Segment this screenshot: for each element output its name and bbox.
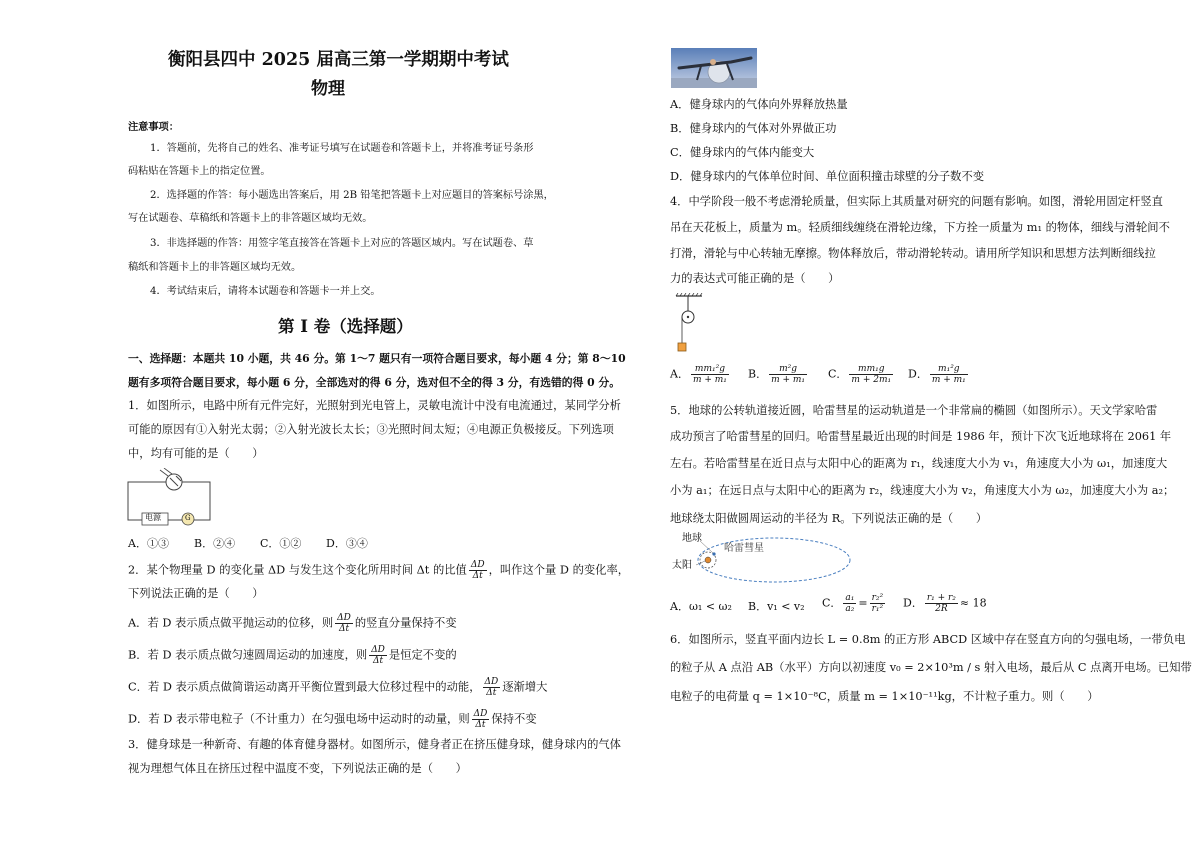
q2-option-a [128, 613, 457, 634]
q4-option-c [828, 364, 895, 385]
q3-fitness-ball-photo [671, 48, 757, 88]
q2-stem: 下列说法正确的是（ ） [128, 587, 264, 600]
q4-option-label: A． [670, 367, 689, 381]
q2-option-d-tail: 保持不变 [491, 712, 537, 726]
q2-stem-b: ，叫作这个量 D 的变化率， [488, 563, 630, 577]
section-title: 第 I 卷（选择题） [278, 317, 413, 336]
notice-heading: 注意事项： [128, 121, 179, 133]
q5-option-d [903, 593, 987, 614]
q5-stem: 地球绕太阳做圆周运动的半径为 R。下列说法正确的是（ ） [670, 512, 988, 525]
q5-sun-label: 太阳 [672, 560, 692, 571]
q2-option-c-tail: 逐渐增大 [502, 680, 548, 694]
q1-source-label: 电源 [145, 513, 161, 522]
q5-stem: 小为 a₁；在远日点与太阳中心的距离为 r₂，线速度大小为 v₂，角速度大小为 ω₂，加速度大小为 a₂； [670, 484, 1175, 497]
frac-num: r₁ + r₂ [926, 593, 956, 603]
q2-option-b-tail: 是恒定不变的 [388, 648, 457, 662]
q4-stem: 吊在天花板上，质量为 m。轻质细线缠绕在滑轮边缘，下方拴一质量为 m₁ 的物体，细线与滑轮间不 [670, 221, 1170, 234]
frac-num: m₁²g [930, 364, 968, 375]
frac-num: r₂² [871, 593, 884, 603]
frac-den: m + m₁ [692, 375, 727, 385]
notice-line: 稿纸和答题卡上的非答题区域均无效。 [128, 262, 302, 273]
frac-num: ΔD [371, 645, 385, 655]
q2-stem [128, 560, 629, 581]
q2-option-d-text: D．若 D 表示带电粒子（不计重力）在匀强电场中运动时的动量，则 [128, 712, 470, 726]
notice-line: 写在试题卷、草稿纸和答题卡上的非答题区域均无效。 [128, 213, 373, 224]
q2-fraction [469, 560, 487, 581]
q2-option-b-text: B．若 D 表示质点做匀速圆周运动的加速度，则 [128, 648, 368, 662]
q4-option-b [748, 364, 809, 385]
section-intro: 一、选择题：本题共 10 小题，共 46 分。第 1～7 题只有一项符合题目要求，每小题 4 分；第 8～10 [128, 352, 626, 365]
q2-stem-a: 2．某个物理量 D 的变化量 ΔD 与发生这个变化所用时间 Δt 的比值 [128, 563, 467, 577]
q5-option-fraction [870, 593, 886, 614]
q4-option-label: D． [908, 367, 928, 381]
q1-stem: 1．如图所示，电路中所有元件完好，光照射到光电管上，灵敏电流计中没有电流通过，某同学分析 [128, 399, 621, 412]
frac-den: Δt [472, 571, 483, 581]
q4-stem: 打滑，滑轮与中心转轴无摩擦。物体释放后，带动滑轮转动。请用所学知识和思想方法判断细线拉 [670, 247, 1156, 260]
notice-line: 2．选择题的作答：每小题选出答案后，用 2B 铅笔把答题卡上对应题目的答案标号涂黑， [150, 190, 554, 201]
frac-den: m + m₁ [931, 375, 966, 385]
q5-stem: 左右。若哈雷彗星在近日点与太阳中心的距离为 r₁，线速度大小为 v₁，角速度大小为 ω₁，加速度大 [670, 457, 1168, 470]
q5-option-a: A．ω₁ < ω₂ [670, 600, 732, 613]
q2-fraction [369, 645, 387, 666]
notice-line: 3．非选择题的作答：用签字笔直接答在答题卡上对应的答题区域内。写在试题卷、草 [150, 238, 534, 249]
q1-option-b: B．②④ [194, 537, 236, 550]
frac-den: Δt [372, 656, 384, 666]
notice-line: 4．考试结束后，请将本试题卷和答题卡一并上交。 [150, 286, 381, 297]
q2-option-c [128, 677, 547, 698]
frac-num: ΔD [484, 677, 499, 687]
q5-option-c [822, 593, 887, 614]
q2-option-a-tail: 的竖直分量保持不变 [354, 616, 457, 630]
q3-stem: 3．健身球是一种新奇、有趣的体育健身器材。如图所示，健身者正在挤压健身球，健身球内的气体 [128, 738, 621, 751]
q3-option-d: D．健身球内的气体单位时间、单位面积撞击球壁的分子数不变 [670, 170, 985, 183]
frac-num: ΔD [337, 613, 351, 623]
q3-option-c: C．健身球内的气体内能变大 [670, 146, 815, 159]
q2-fraction [335, 613, 353, 634]
q4-option-label: C． [828, 367, 848, 381]
q5-earth-label: 地球 [682, 533, 702, 544]
q5-option-d-tail: ≈ 18 [959, 596, 987, 610]
q1-option-a: A．①③ [128, 537, 169, 550]
exam-title: 衡阳县四中 2025 届高三第一学期期中考试 [168, 50, 509, 70]
q2-option-b [128, 645, 457, 666]
frac-den: 2R [935, 604, 948, 614]
q4-option-fraction [769, 364, 807, 385]
q5-option-fraction [843, 593, 856, 614]
frac-num: m²g [769, 364, 807, 375]
q2-option-a-text: A．若 D 表示质点做平抛运动的位移，则 [128, 616, 334, 630]
notice-line: 1．答题前，先将自己的姓名、准考证号填写在试题卷和答题卡上，并将准考证号条形 [150, 143, 534, 154]
frac-den: Δt [486, 688, 497, 698]
q1-stem: 可能的原因有①入射光太弱；②入射光波长太长；③光照时间太短；④电源正负极接反。下列选项 [128, 423, 614, 436]
frac-num: ΔD [473, 709, 488, 719]
q3-option-b: B．健身球内的气体对外界做正功 [670, 122, 837, 135]
q4-option-label: B． [748, 367, 768, 381]
q5-option-b: B．v₁ < v₂ [748, 600, 805, 613]
q5-equals: = [858, 596, 868, 610]
q4-option-fraction [930, 364, 968, 385]
q2-option-d [128, 709, 537, 730]
q1-stem: 中，均有可能的是（ ） [128, 447, 264, 460]
q4-stem: 4．中学阶段一般不考虑滑轮质量，但实际上其质量对研究的问题有影响。如图，滑轮用固定杆竖直 [670, 195, 1163, 208]
q2-fraction [472, 709, 490, 730]
q5-stem: 5．地球的公转轨道接近圆，哈雷彗星的运动轨道是一个非常扁的椭圆（如图所示）。天文学家哈雷 [670, 404, 1158, 417]
q4-pulley-figure [674, 293, 704, 355]
q4-option-a [670, 364, 731, 385]
q5-comet-label: 哈雷彗星 [724, 543, 764, 554]
q5-option-label: C． [822, 596, 842, 610]
q3-option-a: A．健身球内的气体向外界释放热量 [670, 98, 848, 111]
frac-num: mm₁²g [691, 364, 729, 375]
frac-den: Δt [338, 624, 350, 634]
frac-num: a₁ [845, 593, 855, 603]
frac-den: a₂ [845, 604, 855, 614]
q1-option-c: C．①② [260, 537, 302, 550]
subject-title: 物理 [311, 79, 345, 99]
frac-den: m + 2m₁ [851, 375, 892, 385]
section-intro: 题有多项符合题目要求，每小题 6 分，全部选对的得 6 分，选对但不全的得 3 分，有选错的得 0 分。 [128, 376, 620, 389]
notice-line: 码粘贴在答题卡上的指定位置。 [128, 166, 271, 177]
q1-meter-label: G [185, 514, 191, 522]
q3-stem: 视为理想气体且在挤压过程中温度不变，下列说法正确的是（ ） [128, 762, 467, 775]
frac-den: m + m₁ [771, 375, 806, 385]
q5-stem: 成功预言了哈雷彗星的回归。哈雷彗星最近出现的时间是 1986 年，预计下次飞近地球将在 2061 年 [670, 430, 1172, 443]
frac-den: Δt [475, 720, 486, 730]
q6-stem: 电粒子的电荷量 q = 1×10⁻⁸C，质量 m = 1×10⁻¹¹kg，不计粒子重力。则（ ） [670, 690, 1099, 703]
q2-option-c-text: C．若 D 表示质点做简谐运动离开平衡位置到最大位移过程中的动能， [128, 680, 481, 694]
q1-option-d: D．③④ [326, 537, 368, 550]
frac-num: mm₁g [849, 364, 893, 375]
q6-stem: 的粒子从 A 点沿 AB（水平）方向以初速度 v₀ = 2×10³m / s 射入电场，最后从 C 点离开电场。已知带 [670, 661, 1192, 674]
frac-num: ΔD [470, 560, 485, 570]
q5-option-label: D． [903, 596, 923, 610]
q4-stem: 力的表达式可能正确的是（ ） [670, 272, 840, 285]
q4-option-fraction [849, 364, 893, 385]
q2-fraction [483, 677, 501, 698]
frac-den: r₁² [871, 604, 884, 614]
q4-option-fraction [691, 364, 729, 385]
q1-circuit-figure [126, 468, 214, 528]
q6-stem: 6．如图所示，竖直平面内边长 L = 0.8m 的正方形 ABCD 区域中存在竖直方向的匀强电场，一带负电 [670, 633, 1186, 646]
q5-option-fraction [925, 593, 958, 614]
q4-option-d [908, 364, 970, 385]
